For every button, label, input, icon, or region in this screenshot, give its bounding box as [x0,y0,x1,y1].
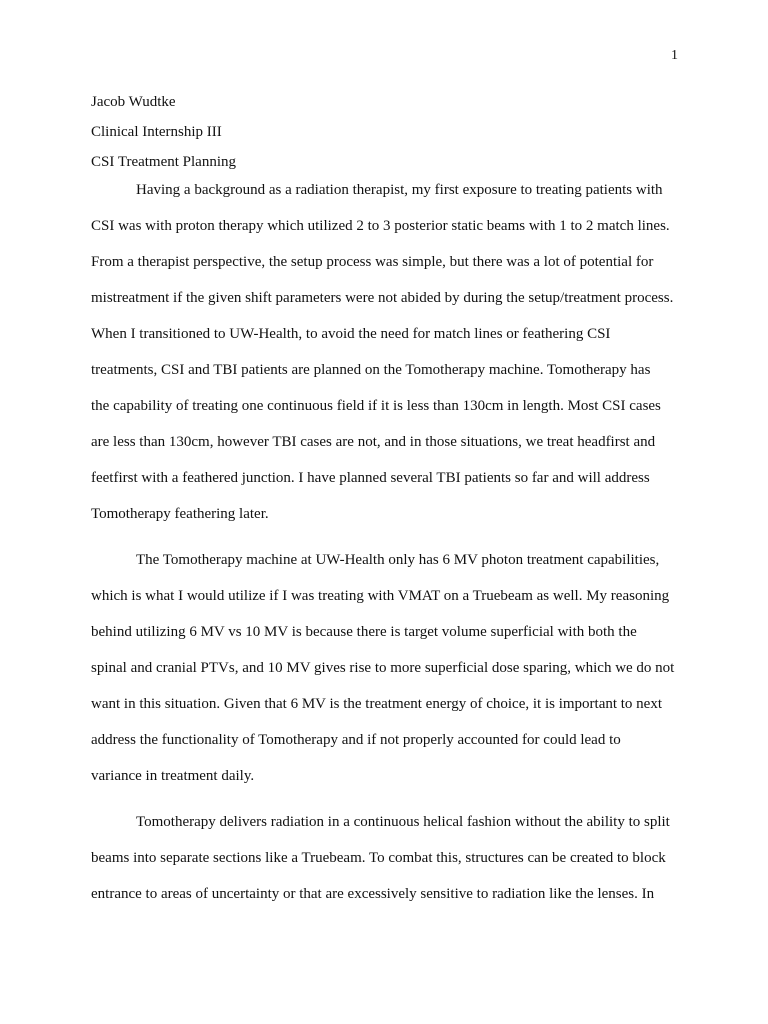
text-line: mistreatment if the given shift parameters were not abided by during the setup/treatment process. [91,290,674,306]
text-line: are less than 130cm, however TBI cases are not, and in those situations, we treat headfirst and [91,434,656,450]
author-name: Jacob Wudtke [91,94,176,110]
text-line: beams into separate sections like a Truebeam. To combat this, structures can be created to block [91,850,666,866]
text-line: variance in treatment daily. [91,768,255,784]
text-line: entrance to areas of uncertainty or that are excessively sensitive to radiation like the lenses. In [91,886,655,902]
paragraph [91,808,691,916]
text-line: The Tomotherapy machine at UW-Health only has 6 MV photon treatment capabilities, [136,552,660,568]
text-line: which is what I would utilize if I was treating with VMAT on a Truebeam as well. My reasoning [91,588,670,604]
text-line: When I transitioned to UW-Health, to avoid the need for match lines or feathering CSI [91,326,611,342]
text-line: From a therapist perspective, the setup process was simple, but there was a lot of potential for [91,254,654,270]
text-line: Tomotherapy feathering later. [91,506,269,522]
paragraph [91,546,691,798]
text-line: treatments, CSI and TBI patients are planned on the Tomotherapy machine. Tomotherapy has [91,362,651,378]
text-line: feetfirst with a feathered junction. I have planned several TBI patients so far and will address [91,470,650,486]
text-line: Tomotherapy delivers radiation in a continuous helical fashion without the ability to split [136,814,670,830]
text-line: spinal and cranial PTVs, and 10 MV gives rise to more superficial dose sparing, which we do not [91,660,675,676]
page-number: 1 [671,48,678,63]
text-line: Having a background as a radiation therapist, my first exposure to treating patients with [136,182,663,198]
text-line: the capability of treating one continuous field if it is less than 130cm in length. Most CSI cases [91,398,661,414]
text-line: address the functionality of Tomotherapy and if not properly accounted for could lead to [91,732,621,748]
document-header [91,92,691,182]
document-body [91,176,691,926]
text-line: want in this situation. Given that 6 MV is the treatment energy of choice, it is important to next [91,696,663,712]
text-line: behind utilizing 6 MV vs 10 MV is because there is target volume superficial with both the [91,624,637,640]
paragraph [91,176,691,536]
course-name: Clinical Internship III [91,124,222,140]
text-line: CSI was with proton therapy which utilized 2 to 3 posterior static beams with 1 to 2 match lines. [91,218,670,234]
document-title: CSI Treatment Planning [91,154,237,170]
